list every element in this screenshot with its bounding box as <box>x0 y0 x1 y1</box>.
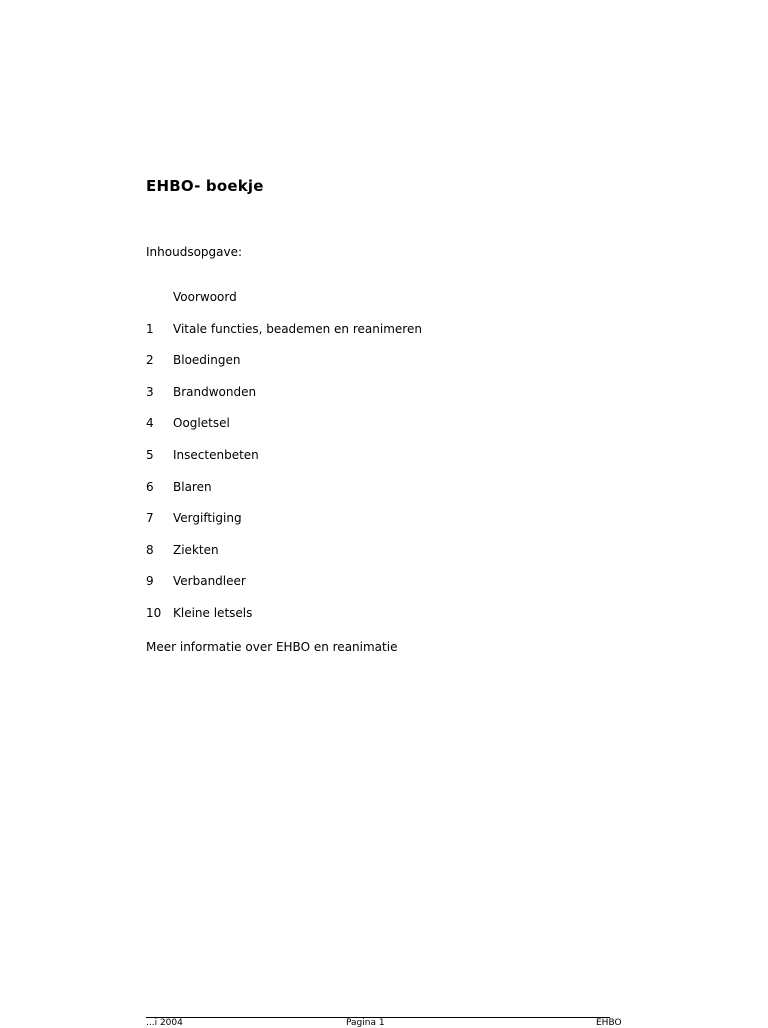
more-info-link[interactable]: Meer informatie over EHBO en reanimatie <box>146 640 398 654</box>
toc-item-label: Insectenbeten <box>173 447 259 462</box>
toc-item-number: 2 <box>146 353 154 368</box>
footer-page-number: Pagina 1 <box>346 1018 385 1028</box>
toc-item-number: 1 <box>146 321 154 336</box>
toc-item-blaren[interactable] <box>146 480 422 512</box>
toc-item-number: 9 <box>146 574 154 589</box>
toc-item-kleine-letsels[interactable] <box>146 606 422 638</box>
document-title: EHBO- boekje <box>146 177 264 195</box>
toc-item-oogletsel[interactable] <box>146 416 422 448</box>
toc-item-label: Voorwoord <box>173 290 237 304</box>
toc-item-vitale-functies[interactable] <box>146 322 422 354</box>
toc-item-label: Vitale functies, beademen en reanimeren <box>173 321 422 336</box>
toc-item-bloedingen[interactable] <box>146 353 422 385</box>
footer-document-name: EHBO <box>596 1018 622 1028</box>
toc-item-label: Oogletsel <box>173 416 230 431</box>
toc-item-vergiftiging[interactable] <box>146 511 422 543</box>
toc-item-insectenbeten[interactable] <box>146 448 422 480</box>
toc-item-number: 5 <box>146 447 154 462</box>
toc-item-label: Vergiftiging <box>173 511 242 526</box>
toc-item-ziekten[interactable] <box>146 543 422 575</box>
toc-item-verbandleer[interactable] <box>146 574 422 606</box>
footer-date: ...i 2004 <box>146 1018 183 1028</box>
toc-item-number: 3 <box>146 384 154 399</box>
toc-heading: Inhoudsopgave: <box>146 245 243 259</box>
toc-item-label: Verbandleer <box>173 574 246 589</box>
toc-item-label: Kleine letsels <box>173 605 253 620</box>
toc-item-number: 6 <box>146 479 154 494</box>
toc-item-number: 10 <box>146 605 162 620</box>
table-of-contents <box>146 290 422 638</box>
toc-item-label: Bloedingen <box>173 353 241 368</box>
toc-item-label: Blaren <box>173 479 212 494</box>
toc-item-brandwonden[interactable] <box>146 385 422 417</box>
toc-item-label: Brandwonden <box>173 384 257 399</box>
toc-item-number: 7 <box>146 511 154 526</box>
toc-item-number: 4 <box>146 416 154 431</box>
toc-item-label: Ziekten <box>173 542 219 557</box>
toc-item-voorwoord[interactable] <box>146 290 422 322</box>
toc-item-number: 8 <box>146 542 154 557</box>
